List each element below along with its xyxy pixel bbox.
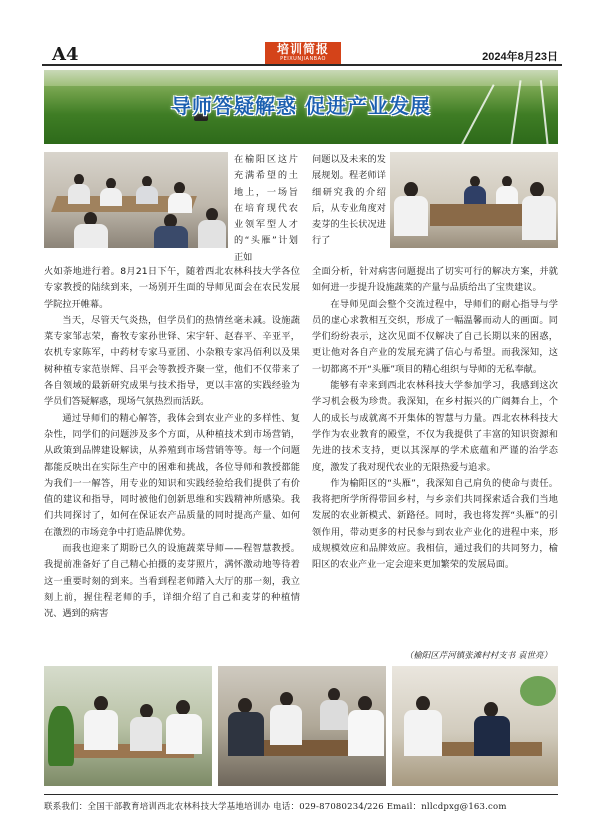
article-left-column xyxy=(44,264,300,623)
article-byline: （榆阳区芹河镇张滩村村支书 袁世亮） xyxy=(404,651,552,661)
article-right-intro: 问题以及未来的发展规划。程老师详细研究我的介绍后，从专业角度对麦芽的生长状况进行了 xyxy=(312,154,386,247)
issue-date: 2024年8月23日 xyxy=(482,51,558,63)
article-right-column xyxy=(312,264,558,574)
article-paragraph: 火如荼地进行着。8月21日下午，随着西北农林科技大学各位专家教授的陆续到来，一场别开生面的导师见面会在农民发展学院拉开帷幕。 xyxy=(44,266,300,310)
plant-decoration xyxy=(520,676,556,706)
meeting-photo-4 xyxy=(218,666,386,786)
article-paragraph: 在导师见面会整个交流过程中，导师们的耐心指导与学员的虚心求教相互交织，形成了一幅温馨而动人的画面。同学们纷纷表示，这次见面不仅解决了自己长期以来的困惑，更让他对各自产业的发展充满了信心与希望。而我深知，这一切都离不开“头雁”项目的精心组织与导师的无私奉献。 xyxy=(312,298,558,375)
headline-banner xyxy=(44,70,558,144)
article-intro: 在榆阳区这片充满希望的土地上，一场旨在培育现代农业领军型人才的“头雁”计划正如 xyxy=(234,154,298,263)
masthead-title: 培训简报 xyxy=(276,42,329,56)
plant-decoration xyxy=(48,706,74,766)
headline-title: 导师答疑解惑 促进产业发展 xyxy=(171,94,431,118)
article-paragraph: 全面分析，针对病害问题提出了切实可行的解决方案，并就如何进一步提升设施蔬菜的产量与品质给出了宝贵建议。 xyxy=(312,266,558,294)
meeting-photo-5 xyxy=(392,666,558,786)
banner-sky xyxy=(44,70,558,86)
article-paragraph: 作为榆阳区的“头雁”，我深知自己肩负的使命与责任。我将把所学所得带回乡村，与乡亲们共同探索适合我们当地发展的农业新模式、新路径。同时，我也将发挥“头雁”的引领作用，带动更多的村民参与到农业产业化的进程中来，形成规模效应和品牌效应。我相信，通过我们的共同努力，榆阳区的农业产业一定会迎来更加繁荣的发展局面。 xyxy=(312,477,558,571)
meeting-photo-3 xyxy=(44,666,212,786)
masthead-logo xyxy=(265,42,341,64)
page-footer: 联系我们：全国干部教育培训西北农林科技大学基地培训办 电话：029-87080234/226 Email：nllcdpxg@163.com xyxy=(44,794,558,812)
masthead-subtitle: PEIXUNJIANBAO xyxy=(280,56,326,62)
meeting-photo-2 xyxy=(390,152,558,248)
page-header xyxy=(42,44,562,66)
article-paragraph: 能够有幸来到西北农林科技大学参加学习，我感到这次学习机会极为珍贵。我深知，在乡村振兴的广阔舞台上，个人的成长与成就离不开集体的智慧与力量。西北农林科技大学作为农业教育的殿堂，不仅为我提供了丰富的知识资源和先进的技术支持，更以其深厚的学术底蕴和严谨的治学态度，激发了我对现代农业的无限热爱与追求。 xyxy=(312,380,558,473)
page-number: A4 xyxy=(52,44,79,65)
article-paragraph: 当天，尽管天气炎热，但学员们的热情丝毫未减。设施蔬菜专家邹志荣，畜牧专家孙世铎、宋宇轩、赵春平、辛亚平，农机专家陈军，中药材专家马亚团、小杂粮专家冯佰利以及果树种植专家范崇辉、吕平会等教授齐聚一堂，他们不仅带来了各自领域的最新研究成果与技术指导，更以丰富的实践经验为学员们答疑解惑，现场气氛热烈而活跃。 xyxy=(44,314,300,408)
article-paragraph: 而我也迎来了期盼已久的设施蔬菜导师——程智慧教授。我提前准备好了自己精心拍摄的麦芽照片，满怀激动地等待着这一重要时刻的到来。当看到程老师踏入大厅的那一刻，我立刻上前，握住程老师的手，详细介绍了自己和麦芽的种植情况、遇到的病害 xyxy=(44,543,300,620)
meeting-photo-1 xyxy=(44,152,228,248)
article-paragraph: 通过导师们的精心解答，我体会到农业产业的多样性、复杂性，同学们的问题涉及多个方面，从种植技术到市场营销，从政策到品牌建设解读，从养殖到市场营销等等。每一个问题都能反映出在实际生产中的困难和挑战，各位导师和教授都能为我们一一解答，用专业的知识和实践经验给我们提供了有价值的建议和指导，同时被他们创新思维和实践精神所感染。我们共同探讨了，如何在保证农产品质量的同时提高产量、如何在激烈的市场竞争中打造品牌优势。 xyxy=(44,412,300,538)
